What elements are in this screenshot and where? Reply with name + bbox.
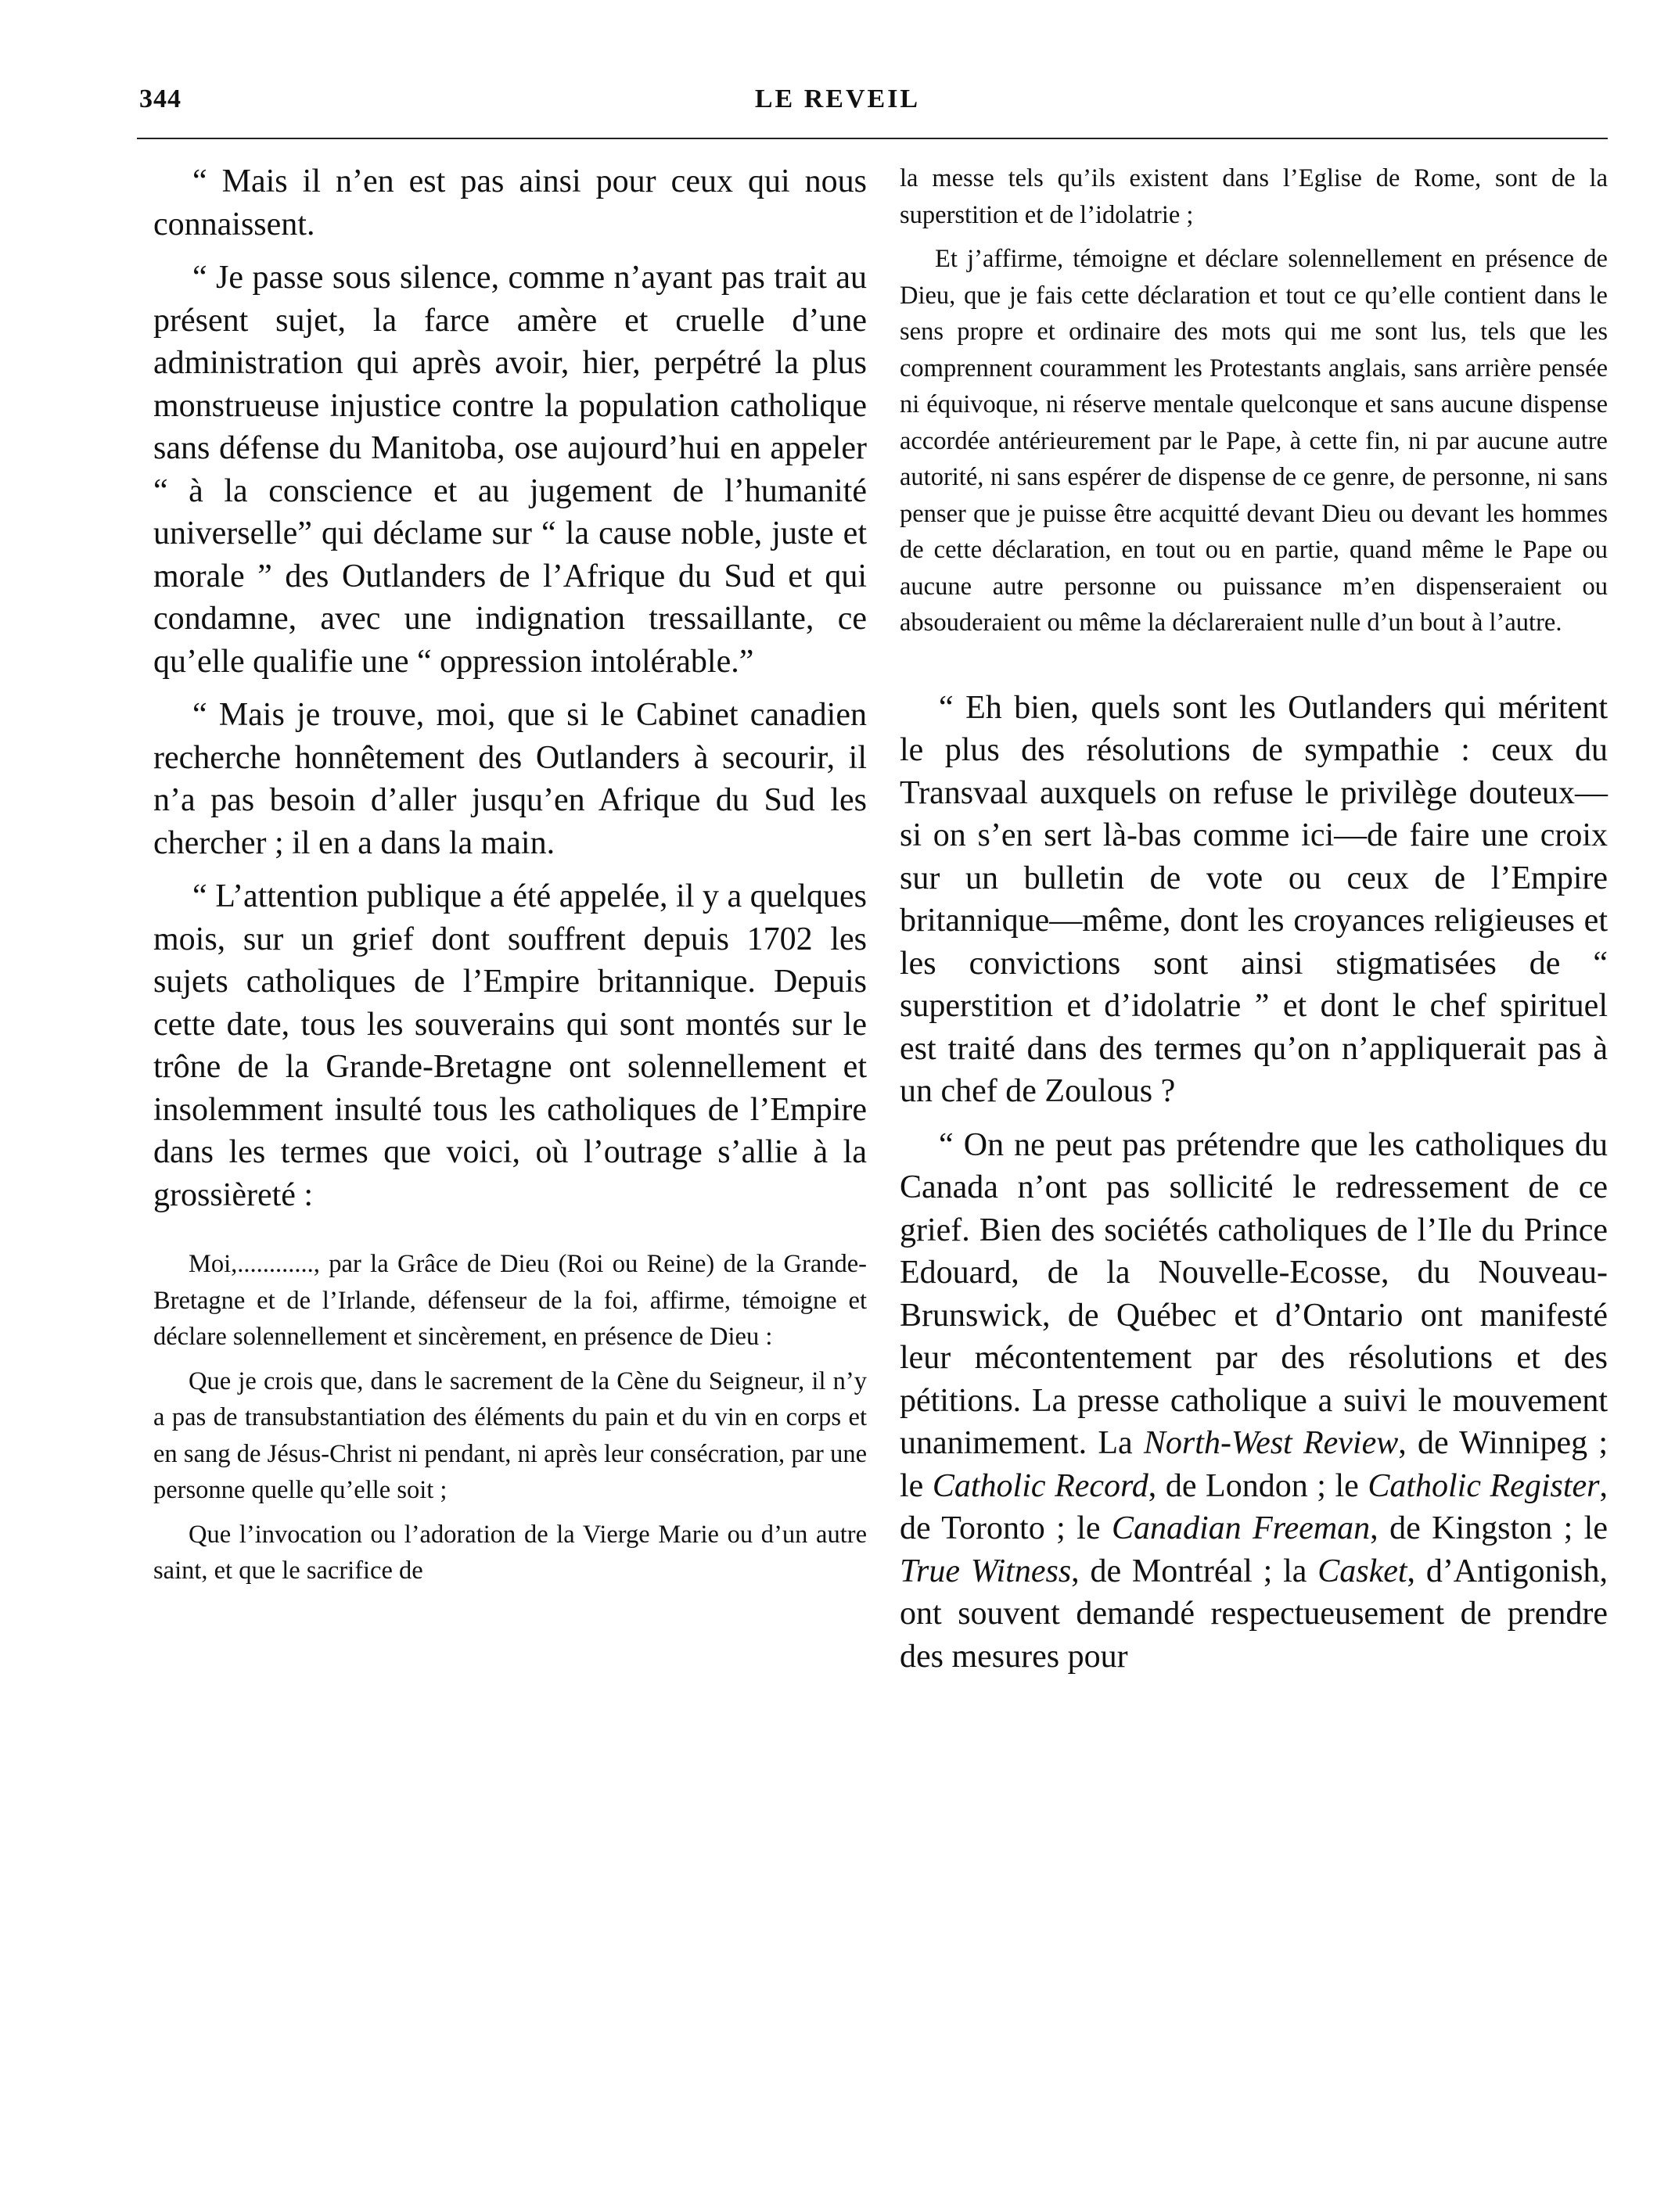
newspaper-title: True Witness: [900, 1553, 1072, 1589]
newspaper-title: North-West Review: [1143, 1425, 1399, 1461]
quote-paragraph: Moi,............, par la Grâce de Dieu (Roi ou Reine) de la Grande-Bretagne et de l’Irlande, défenseur de la foi, affirme, témoigne et déclare solennellement et sincèrement, en présence de Dieu :: [153, 1250, 867, 1351]
header-rule: [137, 138, 1608, 139]
body-paragraph: “ Je passe sous silence, comme n’ayant pas trait au présent sujet, la farce amère et cruelle d’une administration qui après avoir, hier, perpétré la plus monstrueuse injustice contre la population catholique sans défense du Manitoba, ose aujourd’hui en appeler “ à la conscience et au jugement de l’humanité universelle” qui déclame sur “ la cause noble, juste et morale ” des Outlanders de l’Afrique du Sud et qui condamne, avec une indignation tressaillante, ce qu’elle qualifie une “ oppression intolérable.”: [153, 260, 867, 680]
body-paragraph: “ L’attention publique a été appelée, il y a quelques mois, sur un grief dont souffrent depuis 1702 les sujets catholiques de l’Empire britannique. Depuis cette date, tous les souverains qui sont montés sur le trône de la Grande-Bretagne ont solennellement et insolemment insulté tous les catholiques de l’Empire dans les termes que voici, où l’outrage s’allie à la grossièreté :: [153, 878, 867, 1213]
newspaper-title: Catholic Register: [1368, 1467, 1600, 1504]
body-paragraph: “ On ne peut pas prétendre que les catholiques du Canada n’ont pas sollicité le redressement de ce grief. Bien des sociétés catholiques de l’Ile du Prince Edouard, de la Nouvelle-Ecosse, du Nouveau-Brunswick, de Québec et d’Ontario ont manifesté leur mécontentement par des résolutions et des pétitions. La presse catholique a suivi le mouvement unanimement. La North-West Review, de Winnipeg ; le Catholic Record, de London ; le Catholic Register, de Toronto ; le Canadian Freeman, de Kingston ; le True Witness, de Montréal ; la Casket, d’Antigonish, ont souvent demandé respectueusement de prendre des mesures pour: [900, 1126, 1609, 1675]
quote-paragraph: Que l’invocation ou l’adoration de la Vierge Marie ou d’un autre saint, et que le sacrifice de: [153, 1520, 867, 1585]
running-title: LE REVEIL: [754, 84, 921, 113]
declaration-quote: [153, 1246, 867, 1589]
right-column: [900, 160, 1608, 1689]
newspaper-title: Catholic Record: [932, 1467, 1148, 1504]
newspaper-title: Canadian Freeman: [1111, 1510, 1371, 1546]
quote-paragraph: la messe tels qu’ils existent dans l’Eglise de Rome, sont de la superstition et de l’idolatrie ;: [900, 164, 1608, 229]
page-number: 344: [139, 84, 182, 113]
body-paragraph: “ Mais il n’en est pas ainsi pour ceux qui nous connaissent.: [153, 163, 867, 242]
left-column: [153, 160, 867, 1589]
body-paragraph: “ Mais je trouve, moi, que si le Cabinet canadien recherche honnêtement des Outlanders à secourir, il n’a pas besoin d’aller jusqu’en Afrique du Sud les chercher ; il en a dans la main.: [153, 697, 867, 861]
declaration-quote-continued: [900, 160, 1608, 641]
quote-paragraph: Et j’affirme, témoigne et déclare solennellement en présence de Dieu, que je fais cette déclaration et tout ce qu’elle contient dans le sens propre et ordinaire des mots qui me sont lus, tels que les comprennent couramment les Protestants anglais, sans arrière pensée ni équivoque, ni réserve mentale quelconque et sans aucune dispense accordée antérieurement par le Pape, à cette fin, ni par aucune autre autorité, ni sans espérer de dispense de ce genre, de personne, ni sans penser que je puisse être acquitté devant Dieu ou devant les hommes de cette déclaration, en tout ou en partie, quand même le Pape ou aucune autre personne ou puissance m’en dispenseraient ou absouderaient ou même la déclareraient nulle d’un bout à l’autre.: [900, 245, 1608, 637]
newspaper-title: Casket: [1317, 1553, 1407, 1589]
quote-paragraph: Que je crois que, dans le sacrement de la Cène du Seigneur, il n’y a pas de transubstantiation des éléments du pain et du vin en corps et en sang de Jésus-Christ ni pendant, ni après leur consécration, par une personne quelle qu’elle soit ;: [153, 1366, 867, 1504]
body-paragraph: “ Eh bien, quels sont les Outlanders qui méritent le plus des résolutions de sympathie : ceux du Transvaal auxquels on refuse le privilège douteux—si on s’en sert là-bas comme ici—de faire une croix sur un bulletin de vote ou ceux de l’Empire britannique—même, dont les croyances religieuses et les convictions sont ainsi stigmatisées de “ superstition et d’idolatrie ” et dont le chef spirituel est traité dans des termes qu’on n’appliquerait pas à un chef de Zoulous ?: [900, 689, 1608, 1109]
